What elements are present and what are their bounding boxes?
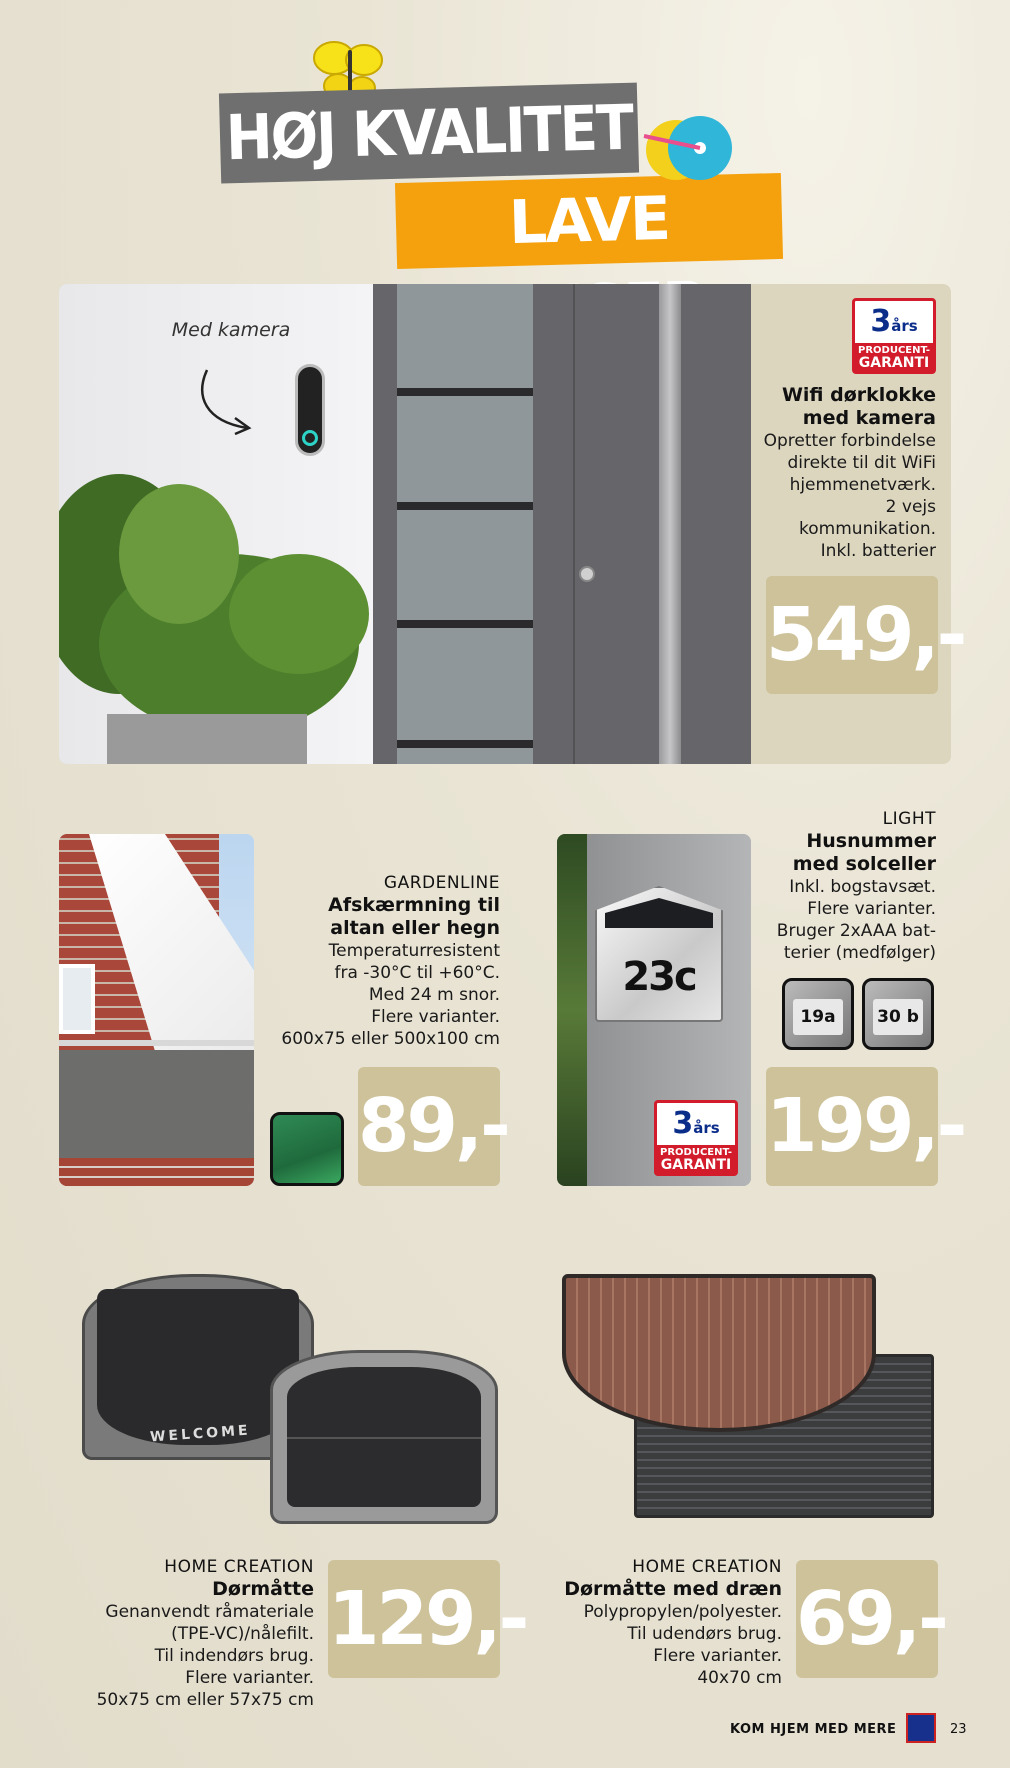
screen-info — [262, 872, 500, 1050]
price-value: 199,- — [766, 1083, 965, 1169]
product-title: Wifi dørklokke — [781, 384, 936, 406]
balcony-photo — [59, 834, 254, 1186]
price-value: 89,- — [358, 1083, 508, 1169]
desc-line: Flere varianter. — [371, 1007, 500, 1027]
product-title: Husnummer — [806, 830, 936, 852]
brand-name: HOME CREATION — [164, 1557, 314, 1577]
window — [59, 964, 95, 1034]
price-tag — [328, 1560, 527, 1678]
desc-line: Opretter forbindelse — [763, 431, 936, 451]
aldi-logo-icon — [906, 1713, 936, 1743]
callout-text: Med kamera — [171, 319, 291, 341]
guarantee-badge — [852, 298, 936, 374]
variant-thumb — [862, 978, 934, 1050]
door-slit — [397, 740, 533, 748]
guarantee-years: 3 — [672, 1106, 694, 1141]
guarantee-unit: års — [891, 317, 918, 335]
drink-umbrella-icon — [640, 108, 740, 188]
guarantee-line-1: PRODUCENT- — [858, 345, 930, 356]
desc-line: Genanvendt råmateriale — [105, 1602, 314, 1622]
arrow-icon — [195, 366, 255, 436]
desc-line: 40x70 cm — [697, 1668, 782, 1688]
footer-slogan: KOM HJEM MED MERE — [730, 1722, 897, 1737]
header-line-2: LAVE — [395, 173, 783, 269]
product-title: med solceller — [792, 853, 936, 875]
desc-line: Flere varianter. — [185, 1668, 314, 1688]
door-slit — [397, 502, 533, 510]
price-tag — [766, 576, 965, 694]
product-title: Dørmåtte — [212, 1578, 314, 1600]
desc-line: Flere varianter. — [653, 1646, 782, 1666]
brand-name: LIGHT — [882, 809, 936, 829]
price-value: 69,- — [796, 1576, 946, 1662]
desc-line: direkte til dit WiFi — [787, 453, 936, 473]
drain-mat-image — [562, 1274, 876, 1432]
product-title: med kamera — [802, 407, 936, 429]
price-value: 549,- — [766, 592, 965, 678]
balcony-screen — [59, 1050, 254, 1158]
door-seam — [573, 284, 575, 764]
price-tag — [358, 1067, 508, 1186]
desc-line: Med 24 m snor. — [368, 985, 500, 1005]
desc-line: Inkl. batterier — [820, 541, 936, 561]
desc-line: fra -30°C til +60°C. — [334, 963, 500, 983]
desc-line: 50x75 cm eller 57x75 cm — [96, 1690, 314, 1710]
brand-name: HOME CREATION — [632, 1557, 782, 1577]
brand-name: GARDENLINE — [383, 873, 500, 893]
price-tag — [796, 1560, 946, 1678]
desc-line: Inkl. bogstavsæt. — [789, 877, 936, 897]
mat1-info — [80, 1556, 314, 1711]
desc-line: Til indendørs brug. — [154, 1646, 314, 1666]
door-mat-image — [270, 1350, 498, 1524]
product-title: Afskærmning til — [328, 894, 500, 916]
doorbell-photo — [59, 284, 751, 764]
mat2-info — [550, 1556, 782, 1689]
desc-line: terier (medfølger) — [783, 943, 936, 963]
desc-line: hjemmenetværk. — [789, 475, 936, 495]
color-swatch-green — [270, 1112, 344, 1186]
guarantee-line-2: GARANTI — [858, 355, 930, 371]
desc-line: kommunikation. — [799, 519, 936, 539]
variant-label: 19a — [793, 999, 843, 1035]
door-slit — [397, 620, 533, 628]
doorbell-info — [740, 384, 936, 562]
desc-line: (TPE-VC)/nålefilt. — [171, 1624, 314, 1644]
house-number-info — [740, 808, 936, 964]
plant-pot — [107, 714, 307, 764]
price-value: 129,- — [328, 1576, 527, 1662]
desc-line: 2 vejs — [885, 497, 936, 517]
desc-line: Flere varianter. — [807, 899, 936, 919]
product-title: altan eller hegn — [330, 917, 500, 939]
desc-line: Til udendørs brug. — [627, 1624, 782, 1644]
desc-line: Temperaturresistent — [328, 941, 500, 961]
plate-number: 23c — [622, 954, 696, 1000]
balcony-base — [59, 1158, 254, 1186]
leaves — [557, 834, 587, 1186]
guarantee-years: 3 — [870, 304, 892, 339]
desc-line: Polypropylen/polyester. — [583, 1602, 782, 1622]
variant-label: 30 b — [873, 999, 923, 1035]
door-handle-bar — [659, 284, 681, 764]
guarantee-line-2: GARANTI — [660, 1157, 732, 1173]
page-number: 23 — [950, 1722, 967, 1737]
lock-icon — [579, 566, 595, 582]
desc-line: Bruger 2xAAA bat- — [776, 921, 936, 941]
variant-thumb — [782, 978, 854, 1050]
mat-text: WELCOME — [149, 1422, 252, 1446]
guarantee-line-1: PRODUCENT- — [660, 1147, 732, 1158]
guarantee-badge — [654, 1100, 738, 1176]
header-line-1: HØJ KVALITET — [219, 83, 639, 184]
door-glass — [397, 284, 533, 764]
product-title: Dørmåtte med dræn — [564, 1578, 782, 1600]
guarantee-unit: års — [693, 1119, 720, 1137]
desc-line: 600x75 eller 500x100 cm — [281, 1029, 500, 1049]
door-slit — [397, 388, 533, 396]
balcony-rail — [59, 1040, 254, 1046]
price-tag — [766, 1067, 965, 1186]
